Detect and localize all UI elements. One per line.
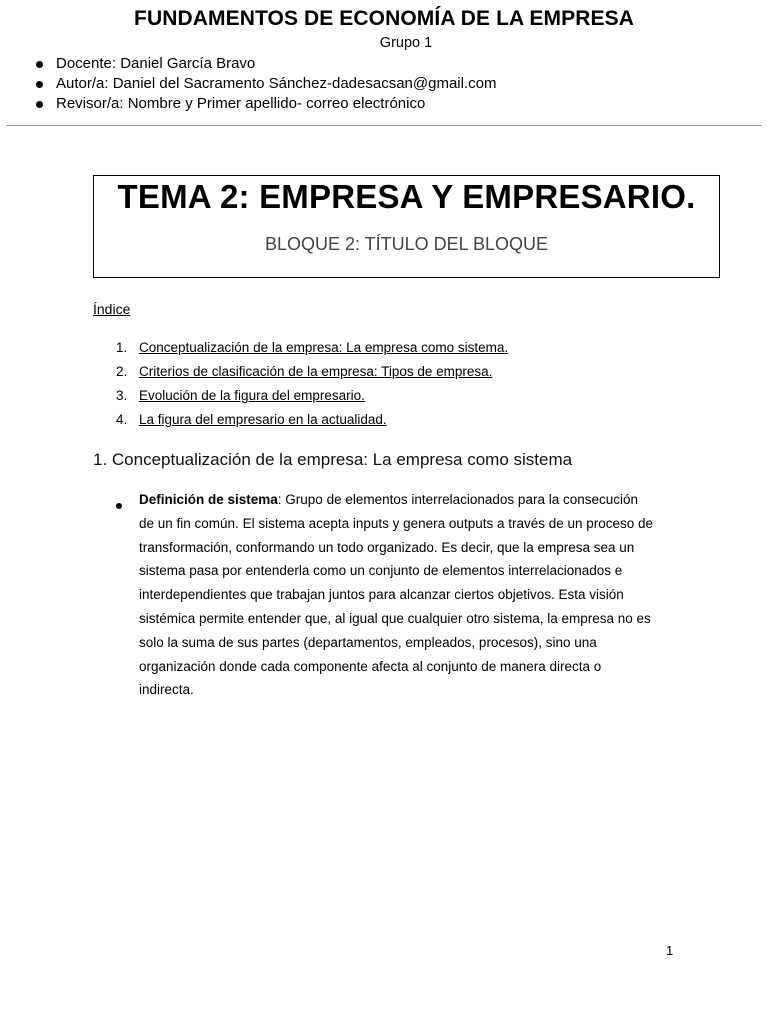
definition-item (116, 488, 656, 702)
bullet-icon (36, 61, 43, 68)
toc-link-criterios[interactable]: Criterios de clasificación de la empresa: Tipos de empresa. (139, 364, 493, 379)
definition-bullet (116, 488, 139, 702)
course-title: FUNDAMENTOS DE ECONOMÍA DE LA EMPRESA (134, 7, 634, 30)
meta-list (36, 54, 496, 114)
toc-item-2 (116, 363, 508, 387)
bullet-icon (36, 81, 43, 88)
meta-item-revisor (36, 94, 496, 114)
bullet-icon (36, 101, 43, 108)
index-label: Índice (93, 301, 131, 317)
section-heading: 1. Conceptualización de la empresa: La empresa como sistema (93, 450, 573, 469)
definition-term: Definición de sistema (139, 492, 278, 507)
toc-number: 1. (116, 340, 128, 355)
table-of-contents (116, 339, 508, 435)
meta-text: Revisor/a: Nombre y Primer apellido- correo electrónico (56, 95, 426, 112)
toc-number: 4. (116, 412, 128, 427)
meta-text: Autor/a: Daniel del Sacramento Sánchez-dadesacsan@gmail.com (56, 75, 497, 92)
toc-link-evolucion[interactable]: Evolución de la figura del empresario. (139, 388, 365, 403)
toc-item-1 (116, 339, 508, 363)
meta-text: Docente: Daniel García Bravo (56, 55, 256, 72)
bullet-icon (116, 503, 122, 509)
toc-number: 2. (116, 364, 128, 379)
header-divider (6, 125, 762, 126)
toc-link-actualidad[interactable]: La figura del empresario en la actualidad. (139, 412, 387, 427)
page-number: 1 (666, 943, 674, 958)
definition-body: : Grupo de elementos interrelacionados para la consecución de un fin común. El sistema acepta inputs y genera outputs a través de un proceso de transformación, conformando un todo organizado. Es decir, que la empresa sea un sistema pasa por entenderla como un conjunto de elementos interrelacionados e interdependientes que trabajan juntos para alcanzar ciertos objetivos. Esta visión sistémica permite entender que, al igual que cualquier otro sistema, la empresa no es solo la suma de sus partes (departamentos, empleados, procesos), sino una organización donde cada componente afecta al conjunto de manera directa o indirecta. (139, 492, 654, 698)
definition-paragraph (139, 488, 656, 702)
toc-number: 3. (116, 388, 128, 403)
title-box (93, 175, 720, 278)
toc-item-4 (116, 411, 508, 435)
toc-link-conceptualizacion[interactable]: Conceptualización de la empresa: La empresa como sistema. (139, 340, 509, 355)
toc-item-3 (116, 387, 508, 411)
block-subtitle: BLOQUE 2: TÍTULO DEL BLOQUE (264, 234, 549, 254)
main-title: TEMA 2: EMPRESA Y EMPRESARIO. (117, 178, 696, 215)
meta-item-autor (36, 74, 496, 94)
group-label: Grupo 1 (379, 35, 433, 51)
meta-item-docente (36, 54, 496, 74)
